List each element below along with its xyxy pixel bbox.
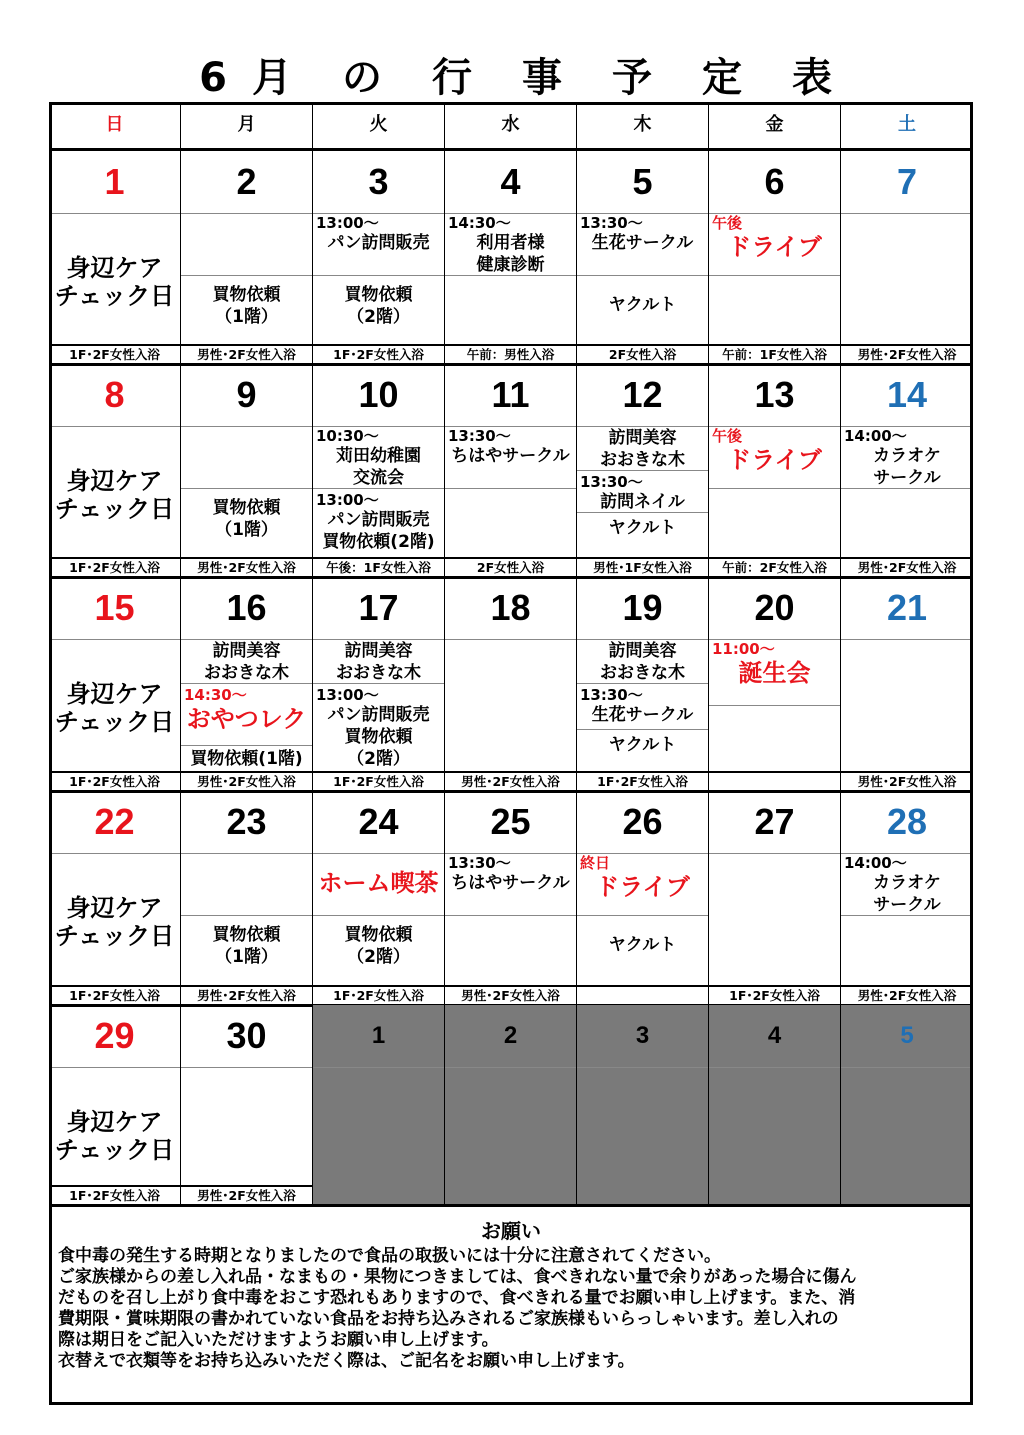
- notice-line: 衣替えで衣類等をお持ち込みいただく際は、ご記名をお願い申し上げます。: [58, 1351, 635, 1371]
- page-title: [0, 50, 1024, 106]
- day-number-divider: [49, 213, 180, 214]
- event-text: 身辺ケア チェック日: [54, 254, 175, 310]
- bath-schedule: 男性･2F女性入浴: [181, 771, 312, 791]
- day-cell: [49, 364, 181, 577]
- event-text: ドライブ: [595, 873, 690, 901]
- event-time: 午後: [712, 427, 743, 445]
- title-char: の: [342, 55, 382, 101]
- event-block: [49, 680, 180, 760]
- event-time: 13:30～: [580, 473, 643, 491]
- day-number: 5: [900, 1022, 914, 1049]
- day-number-divider: [709, 853, 840, 854]
- day-cell: [577, 1005, 709, 1205]
- day-number: 21: [886, 587, 928, 628]
- day-number: 16: [226, 587, 267, 628]
- bath-schedule: 男性･2F女性入浴: [841, 344, 973, 364]
- event-time: 13:30～: [448, 854, 511, 872]
- bath-schedule: 午前：男性入浴: [445, 344, 576, 364]
- bath-schedule: 1F･2F女性入浴: [49, 771, 180, 791]
- bath-schedule: [709, 771, 840, 791]
- bath-schedule: 男性･2F女性入浴: [181, 985, 312, 1005]
- bath-schedule: 1F･2F女性入浴: [49, 1185, 180, 1205]
- day-cell: [841, 364, 973, 577]
- event-text: 訪問美容 おおきな木: [204, 641, 289, 683]
- weekday-header: 日: [49, 102, 181, 148]
- day-cell: [313, 1005, 445, 1205]
- event-block: [709, 640, 840, 706]
- day-number: 8: [104, 374, 125, 415]
- event-text: 苅田幼稚園 交流会: [336, 446, 421, 488]
- event-block: [577, 517, 708, 547]
- day-number: 30: [226, 1015, 267, 1056]
- event-block: [313, 491, 444, 552]
- event-text: 誕生会: [738, 659, 811, 687]
- day-cell: [709, 1005, 841, 1205]
- day-cell: [577, 151, 709, 364]
- event-block: [445, 427, 576, 489]
- day-cell: [841, 1005, 973, 1205]
- notice-box: [52, 1216, 970, 1402]
- day-cell: [709, 151, 841, 364]
- weekday-header: 火: [313, 102, 445, 148]
- event-text: ドライブ: [727, 446, 822, 474]
- weekday-header: 水: [445, 102, 577, 148]
- day-number: 4: [767, 1022, 782, 1049]
- day-cell: [313, 151, 445, 364]
- bath-schedule: [577, 985, 708, 1005]
- day-cell: [445, 1005, 577, 1205]
- event-block: [313, 686, 444, 770]
- event-time: 13:30～: [580, 214, 643, 232]
- event-block: [577, 294, 708, 324]
- day-number-divider: [49, 426, 180, 427]
- day-number-divider: [577, 1067, 708, 1068]
- bath-schedule: 男性･2F女性入浴: [445, 985, 576, 1005]
- bath-schedule: 1F･2F女性入浴: [577, 771, 708, 791]
- day-number: 18: [490, 587, 531, 628]
- event-block: [313, 924, 444, 972]
- day-number-divider: [49, 639, 180, 640]
- day-number: 29: [94, 1015, 135, 1056]
- day-number-divider: [841, 1067, 973, 1068]
- day-cell: [709, 791, 841, 1005]
- notice-line: 費期限・賞味期限の書かれていない食品をお持ち込みされるご家族様もいらっしゃいます。差し入れの: [58, 1309, 839, 1329]
- day-cell: [181, 151, 313, 364]
- event-time: 13:30～: [448, 427, 511, 445]
- event-text: ホーム喫茶: [318, 869, 439, 897]
- event-block: [313, 427, 444, 489]
- bath-schedule: 男性･2F女性入浴: [841, 771, 973, 791]
- event-text: ちはやサークル: [451, 446, 570, 466]
- event-block: [313, 854, 444, 916]
- bath-schedule: 1F･2F女性入浴: [313, 344, 444, 364]
- day-number: 15: [94, 587, 135, 628]
- bath-schedule: 男性･2F女性入浴: [181, 344, 312, 364]
- event-text: 買物依頼(1階): [190, 749, 303, 769]
- event-block: [577, 640, 708, 684]
- day-number: 1: [104, 161, 125, 202]
- day-number: 23: [226, 801, 267, 842]
- day-cell: [181, 364, 313, 577]
- day-number: 2: [236, 161, 257, 202]
- event-time: 13:00～: [316, 214, 379, 232]
- day-number: 11: [491, 374, 530, 415]
- week-divider: [49, 1204, 973, 1207]
- event-block: [313, 284, 444, 332]
- day-number-divider: [181, 1067, 312, 1068]
- event-text: 身辺ケア チェック日: [54, 467, 175, 523]
- day-number: 6: [764, 161, 785, 202]
- day-cell: [445, 577, 577, 791]
- event-block: [577, 734, 708, 764]
- event-block: [445, 854, 576, 916]
- event-block: [181, 427, 312, 489]
- bath-schedule: 1F･2F女性入浴: [313, 771, 444, 791]
- day-number: 2: [503, 1022, 518, 1049]
- event-text: 訪問美容 おおきな木: [600, 428, 685, 470]
- day-number: 5: [632, 161, 653, 202]
- event-block: [49, 467, 180, 547]
- title-char: 表: [792, 55, 832, 101]
- title-char: 予: [612, 55, 652, 101]
- event-block: [577, 934, 708, 964]
- event-text: 訪問美容 おおきな木: [336, 641, 421, 683]
- event-text: 買物依頼 （1階）: [212, 498, 281, 540]
- bath-schedule: 午前：2F女性入浴: [709, 557, 840, 577]
- event-text: カラオケ サークル: [873, 446, 941, 488]
- day-number: 1: [371, 1022, 386, 1049]
- day-number: 25: [490, 801, 531, 842]
- event-block: [709, 214, 840, 276]
- bath-schedule: 男性･2F女性入浴: [181, 1185, 312, 1205]
- event-text: ヤクルト: [608, 295, 677, 315]
- day-number: 22: [94, 801, 135, 842]
- day-cell: [49, 151, 181, 364]
- event-block: [577, 686, 708, 730]
- event-block: [709, 427, 840, 489]
- event-time: 14:00～: [844, 427, 907, 445]
- notice-line: ご家族様からの差し入れ品・なまもの・果物につきましては、食べきれない量で余りがあった場合に傷ん: [58, 1267, 857, 1287]
- day-number: 28: [886, 801, 928, 842]
- bath-schedule: 1F･2F女性入浴: [49, 985, 180, 1005]
- notice-line: だものを召し上がり食中毒をおこす恐れもありますので、食べきれる量でお願い申し上げます。また、消: [58, 1288, 856, 1308]
- event-block: [841, 427, 973, 489]
- day-cell: [181, 1005, 313, 1205]
- event-time: 10:30～: [316, 427, 379, 445]
- day-cell: [577, 791, 709, 1005]
- event-text: パン訪問販売 買物依頼(2階): [322, 510, 435, 552]
- event-block: [313, 214, 444, 276]
- day-number: 13: [754, 374, 795, 415]
- event-text: おやつレク: [186, 705, 307, 733]
- notice-body: [58, 1246, 964, 1372]
- day-cell: [49, 791, 181, 1005]
- event-block: [181, 214, 312, 276]
- title-char: 行: [432, 55, 472, 101]
- event-time: 14:30～: [448, 214, 511, 232]
- day-cell: [181, 577, 313, 791]
- day-cell: [577, 364, 709, 577]
- day-cell: [577, 577, 709, 791]
- title-char: 事: [522, 55, 562, 101]
- event-block: [181, 640, 312, 684]
- day-number-divider: [445, 1067, 576, 1068]
- event-block: [181, 854, 312, 916]
- event-text: ちはやサークル: [451, 873, 570, 893]
- day-number: 27: [754, 801, 795, 842]
- day-number-divider: [49, 1067, 180, 1068]
- event-text: ヤクルト: [608, 735, 677, 755]
- event-block: [577, 214, 708, 276]
- event-time: 午後: [712, 214, 743, 232]
- day-cell: [709, 364, 841, 577]
- day-cell: [181, 791, 313, 1005]
- event-block: [445, 214, 576, 276]
- event-text: パン訪問販売: [327, 233, 430, 253]
- event-text: カラオケ サークル: [873, 873, 941, 915]
- day-number: 12: [622, 374, 663, 415]
- event-text: 買物依頼 （2階）: [344, 925, 413, 967]
- event-block: [313, 640, 444, 684]
- bath-schedule: 男性･2F女性入浴: [181, 557, 312, 577]
- event-text: 買物依頼 （2階）: [344, 285, 413, 327]
- day-number: 17: [358, 587, 399, 628]
- event-block: [577, 854, 708, 916]
- day-cell: [841, 791, 973, 1005]
- bath-schedule: 1F･2F女性入浴: [313, 985, 444, 1005]
- day-number: 9: [236, 374, 257, 415]
- day-number-divider: [841, 213, 973, 214]
- event-text: 訪問美容 おおきな木: [600, 641, 685, 683]
- day-cell: [709, 577, 841, 791]
- event-block: [181, 284, 312, 332]
- day-cell: [841, 151, 973, 364]
- weekday-header: 土: [898, 114, 916, 135]
- event-block: [49, 894, 180, 974]
- event-text: 買物依頼 （1階）: [212, 925, 281, 967]
- event-time: 11:00～: [712, 640, 775, 658]
- notice-line: 際は期日をご記入いただけますようお願い申し上げます。: [58, 1330, 499, 1350]
- bath-schedule: 2F女性入浴: [445, 557, 576, 577]
- event-time: 13:00～: [316, 491, 379, 509]
- bath-schedule: 1F･2F女性入浴: [709, 985, 840, 1005]
- event-block: [181, 748, 312, 770]
- day-cell: [313, 577, 445, 791]
- day-number: 14: [886, 374, 928, 415]
- event-time: 終日: [580, 854, 611, 872]
- day-number: 10: [358, 374, 399, 415]
- event-block: [181, 924, 312, 972]
- bath-schedule: 男性･2F女性入浴: [841, 557, 973, 577]
- notice-title: お願い: [481, 1219, 541, 1243]
- bath-schedule: 午後：1F女性入浴: [313, 557, 444, 577]
- day-number: 7: [896, 161, 918, 202]
- event-text: 利用者様 健康診断: [476, 233, 545, 275]
- event-text: 訪問ネイル: [600, 492, 685, 512]
- day-number: 19: [622, 587, 663, 628]
- day-number: 20: [754, 587, 795, 628]
- day-number: 3: [368, 161, 389, 202]
- weekday-header: 木: [577, 102, 709, 148]
- event-block: [49, 254, 180, 334]
- title-char: 月: [252, 55, 292, 101]
- weekday-header: 月: [181, 102, 313, 148]
- event-block: [577, 473, 708, 513]
- event-text: パン訪問販売 買物依頼 （2階）: [327, 705, 430, 769]
- event-text: 生花サークル: [591, 705, 694, 725]
- bath-schedule: 男性･2F女性入浴: [841, 985, 973, 1005]
- day-number: 4: [500, 161, 521, 202]
- day-number: 26: [622, 801, 663, 842]
- event-block: [577, 427, 708, 471]
- event-text: 生花サークル: [591, 233, 694, 253]
- day-number-divider: [445, 639, 576, 640]
- day-cell: [445, 791, 577, 1005]
- day-cell: [313, 791, 445, 1005]
- event-text: 身辺ケア チェック日: [54, 680, 175, 736]
- event-time: 13:30～: [580, 686, 643, 704]
- day-cell: [49, 1005, 181, 1205]
- weekday-header: 金: [709, 102, 841, 148]
- event-text: ドライブ: [727, 233, 822, 261]
- notice-line: 食中毒の発生する時期となりましたので食品の取扱いには十分に注意されてください。: [58, 1246, 721, 1266]
- day-cell: [49, 577, 181, 791]
- day-number-divider: [709, 1067, 840, 1068]
- event-text: 買物依頼 （1階）: [212, 285, 281, 327]
- day-number: 24: [358, 801, 399, 842]
- bath-schedule: 1F･2F女性入浴: [49, 557, 180, 577]
- event-time: 13:00～: [316, 686, 379, 704]
- day-number-divider: [841, 639, 973, 640]
- event-block: [49, 1108, 180, 1188]
- bath-schedule: 1F･2F女性入浴: [49, 344, 180, 364]
- event-time: 14:30～: [184, 686, 247, 704]
- event-text: ヤクルト: [608, 518, 677, 538]
- bath-schedule: 午前：1F女性入浴: [709, 344, 840, 364]
- calendar-grid: [49, 102, 973, 1205]
- event-text: 身辺ケア チェック日: [54, 894, 175, 950]
- day-cell: [445, 151, 577, 364]
- day-number: 3: [635, 1022, 650, 1049]
- day-cell: [313, 364, 445, 577]
- event-block: [181, 497, 312, 545]
- bath-schedule: 男性･2F女性入浴: [445, 771, 576, 791]
- title-char: 定: [702, 55, 742, 101]
- day-cell: [445, 364, 577, 577]
- event-text: ヤクルト: [608, 935, 677, 955]
- title-char: 6: [199, 55, 227, 101]
- day-number-divider: [49, 853, 180, 854]
- bath-schedule: 男性･1F女性入浴: [577, 557, 708, 577]
- bath-schedule: 2F女性入浴: [577, 344, 708, 364]
- event-time: 14:00～: [844, 854, 907, 872]
- day-number-divider: [313, 1067, 444, 1068]
- event-text: 身辺ケア チェック日: [54, 1108, 175, 1164]
- event-block: [181, 686, 312, 746]
- day-cell: [841, 577, 973, 791]
- event-block: [841, 854, 973, 916]
